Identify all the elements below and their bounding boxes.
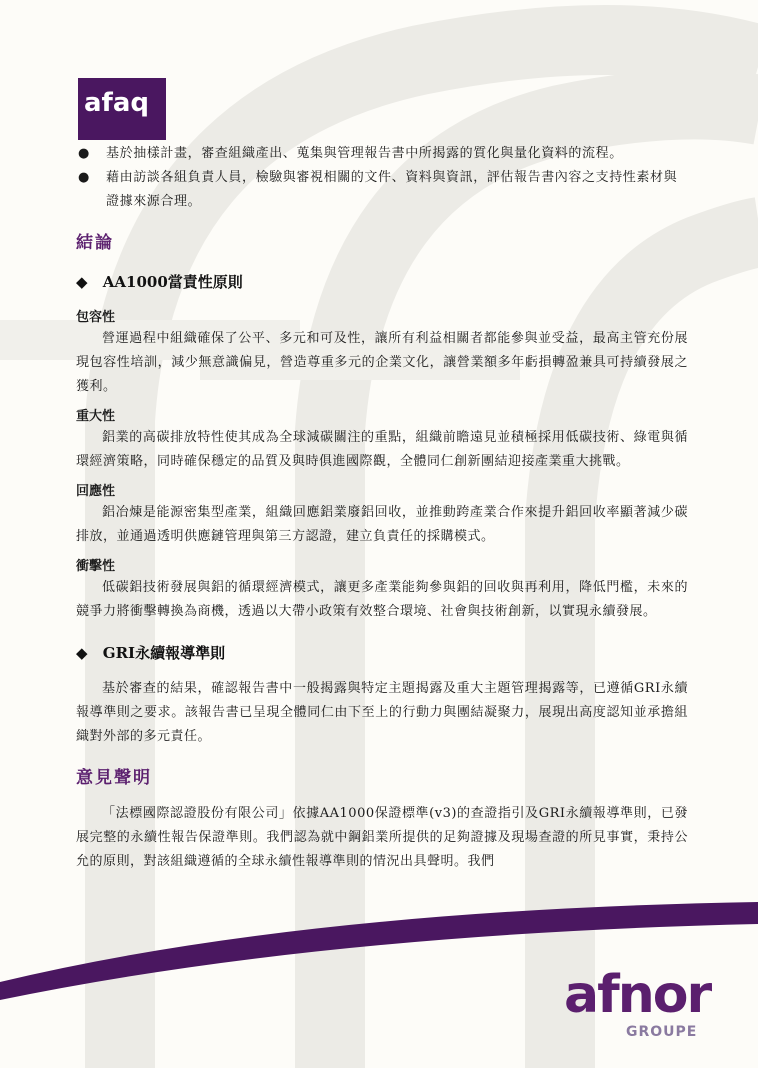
gri-text: 基於審查的結果，確認報告書中一般揭露與特定主題揭露及重大主題管理揭露等，已遵循GRI永續報導準則之要求。該報告書已呈現全體同仁由下至上的行動力與團結凝聚力，展現出高度認知並承擔組織對外部的多元責任。 (76, 681, 688, 744)
diamond-bullet-icon: ◆ (76, 644, 88, 662)
main-content (76, 142, 688, 874)
bullet-item (76, 166, 688, 214)
inclusivity-text: 營運過程中組織確保了公平、多元和可及性，讓所有利益相關者都能參與並受益，最高主管充份展現包容性培訓，減少無意識偏見，營造尊重多元的企業文化，讓營業額多年虧損轉盈兼具可持續發展之獲利。 (76, 331, 688, 394)
diamond-bullet-icon: ◆ (76, 273, 88, 291)
impact-text: 低碳鋁技術發展與鋁的循環經濟模式，讓更多產業能夠參與鋁的回收與再利用，降低門檻，未來的競爭力將衝擊轉換為商機，透過以大帶小政策有效整合環境、社會與技術創新，以實現永續發展。 (76, 580, 688, 619)
afnor-logo-text: afnor (564, 965, 711, 1025)
bullet-dot-icon: ● (78, 170, 90, 185)
opinion-heading: 意見聲明 (76, 768, 152, 788)
impact-term: 衝擊性 (76, 559, 116, 574)
afnor-groupe-logo (560, 960, 732, 1042)
opinion-text: 「法標國際認證股份有限公司」依據AA1000保證標準(v3)的查證指引及GRI永續報導準則，已發展完整的永續性報告保證準則。我們認為就中鋼鋁業所提供的足夠證據及現場查證的所見事實，秉持公允的原則，對該組織遵循的全球永續性報導準則的情況出具聲明。我們 (76, 806, 688, 869)
materiality-term: 重大性 (76, 409, 116, 424)
aa1000-heading (76, 271, 688, 292)
aa1000-heading-text: AA1000當責性原則 (102, 273, 243, 291)
responsiveness-text: 鋁冶煉是能源密集型產業，組織回應鋁業廢鋁回收，並推動跨產業合作來提升鋁回收率顯著減少碳排放，並通過透明供應鏈管理與第三方認證，建立負責任的採購模式。 (76, 505, 688, 544)
groupe-logo-text: GROUPE (626, 1024, 698, 1040)
materiality-text: 鋁業的高碳排放特性使其成為全球減碳關注的重點，組織前瞻遠見並積極採用低碳技術、綠電與循環經濟策略，同時確保穩定的品質及與時俱進國際觀，全體同仁創新團結迎接產業重大挑戰。 (76, 430, 688, 469)
gri-heading-text: GRI永續報導準則 (102, 644, 226, 662)
bullet-dot-icon: ● (78, 146, 90, 161)
bullet-item (76, 142, 688, 166)
conclusion-heading: 結論 (76, 233, 114, 253)
gri-heading (76, 642, 688, 663)
bullet-text: 藉由訪談各組負責人員，檢驗與審視相關的文件、資料與資訊，評估報告書內容之支持性素材與證據來源合理。 (106, 170, 678, 209)
inclusivity-term: 包容性 (76, 310, 116, 325)
afaq-logo-text: afaq (84, 88, 150, 118)
bullet-text: 基於抽樣計畫，審查組織產出、蒐集與管理報告書中所揭露的質化與量化資料的流程。 (106, 146, 623, 161)
afaq-logo (78, 78, 166, 140)
responsiveness-term: 回應性 (76, 484, 116, 499)
